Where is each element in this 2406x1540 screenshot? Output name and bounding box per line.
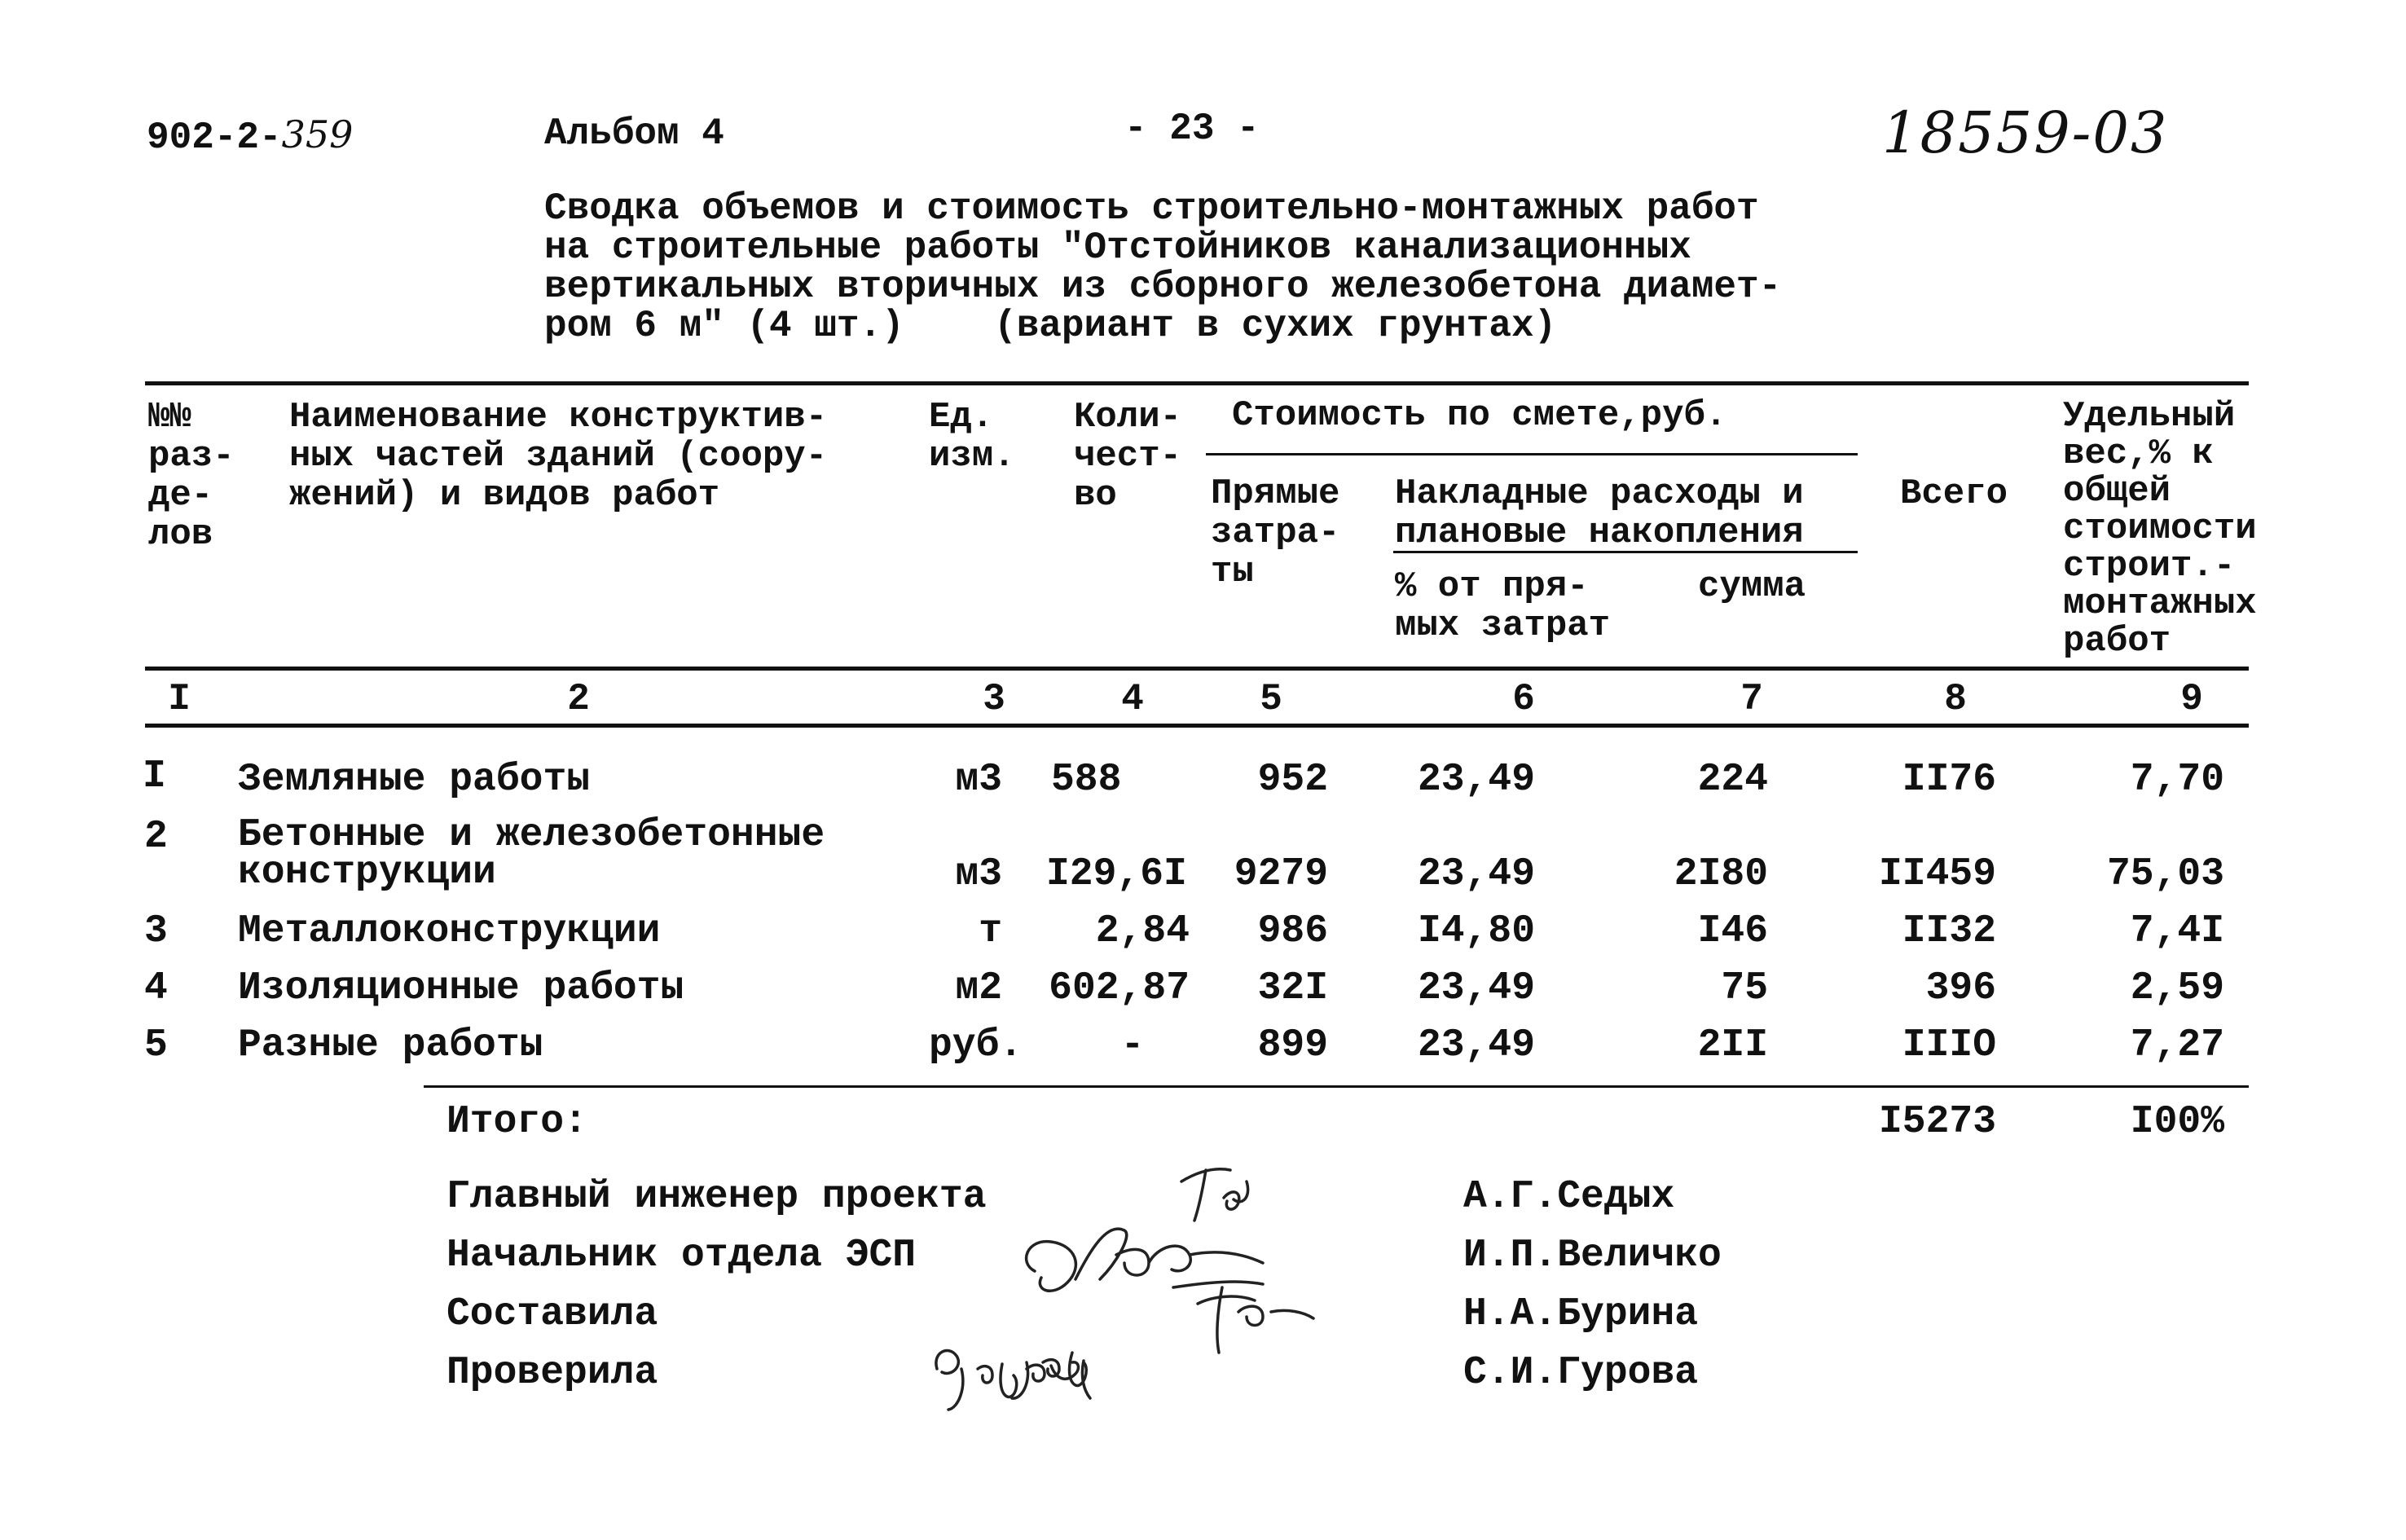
- row-direct-costs: 952: [1257, 758, 1328, 802]
- row-name: Разные работы: [238, 1023, 543, 1067]
- row-overhead-sum: 224: [1697, 758, 1768, 802]
- row-direct-costs: 899: [1257, 1023, 1328, 1067]
- row-overhead-sum: 2II: [1697, 1023, 1768, 1067]
- signature-mark: [1198, 1287, 1313, 1353]
- row-overhead-percent: 23,49: [1418, 1023, 1536, 1067]
- header-name: Наименование конструктив- ных частей зданий (соору- жений) и видов работ: [289, 397, 828, 516]
- column-number: 4: [1121, 678, 1144, 720]
- signature-name: Н.А.Бурина: [1463, 1292, 1699, 1336]
- signature-mark: [1181, 1169, 1248, 1221]
- row-quantity: 602,87: [1049, 966, 1190, 1010]
- row-total: IIIO: [1902, 1023, 1996, 1067]
- document-code: [147, 112, 353, 159]
- document-code-printed: 902-2-: [147, 117, 282, 159]
- header-quantity: Коли- чест- во: [1074, 397, 1182, 516]
- document-code-handwritten: 359: [281, 112, 354, 156]
- column-numbers-rule: [145, 724, 2249, 728]
- row-overhead-percent: 23,49: [1418, 966, 1536, 1010]
- row-overhead-percent: I4,80: [1418, 909, 1536, 953]
- signature-mark: [936, 1350, 1090, 1410]
- row-overhead-sum: 75: [1721, 966, 1768, 1010]
- signature-role: Начальник отдела ЭСП: [446, 1234, 917, 1278]
- row-unit: м3: [955, 758, 1002, 802]
- row-overhead-sum: 2I80: [1674, 852, 1768, 896]
- row-no: 4: [144, 966, 168, 1010]
- row-share: 7,4I: [2130, 909, 2224, 953]
- page-number: - 23 -: [1124, 108, 1260, 150]
- row-unit: руб.: [929, 1023, 1023, 1067]
- title-line: вертикальных вторичных из сборного железобетона диамет-: [544, 266, 1782, 308]
- totals-label: Итого:: [446, 1100, 587, 1144]
- totals-share: I00%: [2130, 1100, 2224, 1144]
- signature-name: И.П.Величко: [1463, 1234, 1722, 1278]
- row-unit: м2: [955, 966, 1002, 1010]
- row-unit: т: [979, 909, 1002, 953]
- header-cost-group: Стоимость по смете,руб.: [1232, 395, 1727, 436]
- header-bottom-rule: [145, 667, 2249, 671]
- cost-group-rule: [1206, 453, 1858, 455]
- row-quantity: I29,6I: [1046, 852, 1187, 896]
- header-overhead-group: Накладные расходы и плановые накопления: [1395, 473, 1804, 553]
- row-quantity: -: [1120, 1023, 1145, 1067]
- row-share: 2,59: [2130, 966, 2224, 1010]
- column-number: 3: [983, 678, 1005, 720]
- row-total: II32: [1902, 909, 1996, 953]
- column-number: 2: [567, 678, 590, 720]
- header-direct-costs: Прямые затра- ты: [1211, 473, 1340, 592]
- row-name: Изоляционные работы: [238, 966, 684, 1010]
- signature-role: Проверила: [446, 1351, 658, 1395]
- signature-role: Составила: [446, 1292, 658, 1336]
- row-total: II459: [1878, 852, 1996, 896]
- row-share: 7,70: [2130, 758, 2224, 802]
- row-share: 7,27: [2130, 1023, 2224, 1067]
- signature-mark: [1027, 1229, 1263, 1291]
- column-number: 6: [1512, 678, 1535, 720]
- header-share: Удельный вес,% к общей стоимости строит.- монтажных работ: [2063, 396, 2257, 662]
- title-line: на строительные работы "Отстойников канализационных: [544, 227, 1691, 269]
- row-no: I: [143, 755, 166, 799]
- header-unit: Ед. изм.: [929, 397, 1015, 477]
- header-overhead-percent: % от пря- мых затрат: [1395, 566, 1611, 646]
- row-overhead-sum: I46: [1697, 909, 1768, 953]
- row-direct-costs: 986: [1257, 909, 1328, 953]
- signature-role: Главный инженер проекта: [446, 1175, 987, 1219]
- album-label: Альбом 4: [544, 112, 724, 155]
- row-quantity: 2,84: [1095, 909, 1190, 953]
- row-no: 2: [144, 815, 168, 859]
- title-line: ром 6 м" (4 шт.) (вариант в сухих грунтах): [544, 305, 1557, 347]
- column-number: 7: [1740, 678, 1763, 720]
- column-number: 9: [2180, 678, 2203, 720]
- signature-checked: [929, 1336, 1141, 1434]
- row-no: 5: [144, 1023, 168, 1067]
- row-direct-costs: 32I: [1257, 966, 1328, 1010]
- row-share: 75,03: [2106, 852, 2224, 896]
- row-direct-costs: 9279: [1234, 852, 1328, 896]
- row-overhead-percent: 23,49: [1418, 852, 1536, 896]
- column-number: I: [168, 678, 191, 720]
- column-number: 8: [1944, 678, 1967, 720]
- stamp-number: 18559-03: [1882, 99, 2169, 166]
- totals-rule: [424, 1085, 2249, 1088]
- row-name: Земляные работы: [238, 758, 591, 802]
- row-name: Металлоконструкции: [238, 909, 661, 953]
- row-total: 396: [1925, 966, 1996, 1010]
- signature-name: А.Г.Седых: [1463, 1175, 1675, 1219]
- column-number: 5: [1260, 678, 1282, 720]
- document-title: [544, 189, 1781, 345]
- header-overhead-sum: сумма: [1698, 566, 1806, 607]
- totals-total: I5273: [1878, 1100, 1996, 1144]
- header-total: Всего: [1900, 473, 2008, 514]
- row-unit: м3: [955, 852, 1002, 896]
- row-total: II76: [1902, 758, 1996, 802]
- title-line: Сводка объемов и стоимость строительно-монтажных работ: [544, 187, 1759, 230]
- table-top-rule: [145, 381, 2249, 385]
- row-name: Бетонные и железобетонные конструкции: [238, 813, 825, 895]
- row-quantity: 588: [1051, 758, 1122, 802]
- signature-name: С.И.Гурова: [1463, 1351, 1699, 1395]
- header-section-no: №№ раз- де- лов: [148, 397, 235, 555]
- row-overhead-percent: 23,49: [1418, 758, 1536, 802]
- row-no: 3: [144, 909, 168, 953]
